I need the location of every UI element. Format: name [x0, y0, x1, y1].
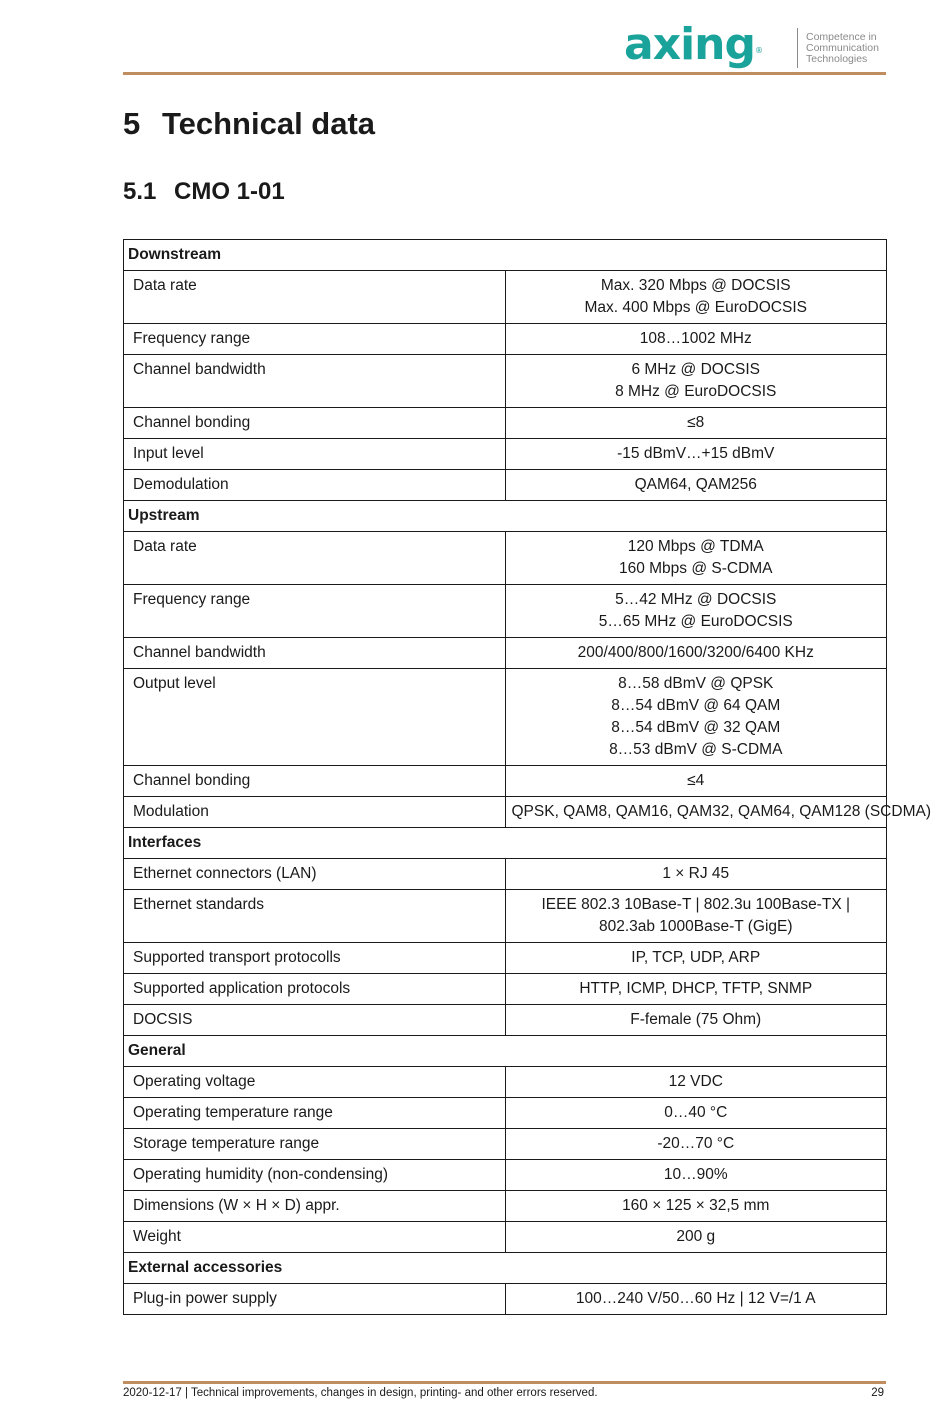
table-row — [124, 638, 887, 669]
value-line: IP, TCP, UDP, ARP — [631, 949, 761, 966]
value-line: Max. 400 Mbps @ EuroDOCSIS — [584, 299, 807, 316]
section-header-row — [124, 1253, 887, 1284]
section-title: Upstream — [124, 501, 887, 532]
header-rule — [123, 72, 886, 75]
value-line: 1 × RJ 45 — [662, 865, 730, 882]
parameter-cell: Data rate — [124, 532, 506, 585]
value-line: Max. 320 Mbps @ DOCSIS — [600, 277, 791, 294]
value-cell — [505, 1160, 887, 1191]
value-cell — [505, 974, 887, 1005]
parameter-cell: Channel bonding — [124, 766, 506, 797]
table-row — [124, 1191, 887, 1222]
value-cell — [505, 797, 931, 828]
value-cell — [505, 890, 887, 943]
value-line: IEEE 802.3 10Base-T | 802.3u 100Base-TX | 802.3ab 1000Base-T (GigE) — [541, 896, 850, 935]
value-cell — [505, 271, 887, 324]
footer-disclaimer: 2020-12-17 | Technical improvements, changes in design, printing- and other errors reserved. — [123, 1387, 598, 1399]
table-row — [124, 532, 887, 585]
value-cell — [505, 1191, 887, 1222]
table-row — [124, 470, 887, 501]
value-line: 12 VDC — [668, 1073, 723, 1090]
parameter-cell: Ethernet connectors (LAN) — [124, 859, 506, 890]
value-cell — [505, 355, 887, 408]
value-line: 108…1002 MHz — [639, 330, 752, 347]
table-row — [124, 943, 887, 974]
value-line: QPSK, QAM8, QAM16, QAM32, QAM64, QAM128 (SCDMA) — [511, 803, 931, 820]
value-line: 0…40 °C — [664, 1104, 728, 1121]
parameter-cell: Supported transport protocolls — [124, 943, 506, 974]
table-row — [124, 859, 887, 890]
parameter-cell: Storage temperature range — [124, 1129, 506, 1160]
table-row — [124, 1098, 887, 1129]
value-line: 6 MHz @ DOCSIS — [631, 361, 761, 378]
parameter-cell: Channel bonding — [124, 408, 506, 439]
section-title: Interfaces — [124, 828, 887, 859]
table-row — [124, 669, 887, 766]
parameter-cell: Operating temperature range — [124, 1098, 506, 1129]
value-cell — [505, 638, 887, 669]
value-line: 120 Mbps @ TDMA — [627, 538, 764, 555]
value-line: 5…65 MHz @ EuroDOCSIS — [598, 613, 793, 630]
value-line: 10…90% — [663, 1166, 728, 1183]
parameter-cell: Operating humidity (non-condensing) — [124, 1160, 506, 1191]
value-line: 160 Mbps @ S-CDMA — [618, 560, 773, 577]
value-line: ≤8 — [687, 414, 705, 431]
value-line: 100…240 V/50…60 Hz | 12 V=/1 A — [575, 1290, 816, 1307]
table-row — [124, 585, 887, 638]
parameter-cell: DOCSIS — [124, 1005, 506, 1036]
value-line: 8…54 dBmV @ 32 QAM — [611, 719, 781, 736]
parameter-cell: Operating voltage — [124, 1067, 506, 1098]
section-header-row — [124, 240, 887, 271]
section-header-row — [124, 1036, 887, 1067]
parameter-cell: Frequency range — [124, 585, 506, 638]
value-cell — [505, 470, 887, 501]
parameter-cell: Dimensions (W × H × D) appr. — [124, 1191, 506, 1222]
value-cell — [505, 943, 887, 974]
parameter-cell: Modulation — [124, 797, 506, 828]
technical-data-table — [123, 239, 931, 1315]
section-header-row — [124, 828, 887, 859]
table-row — [124, 439, 887, 470]
parameter-cell: Input level — [124, 439, 506, 470]
parameter-cell: Ethernet standards — [124, 890, 506, 943]
table-row — [124, 890, 887, 943]
value-cell — [505, 532, 887, 585]
logo-tagline: Competence in Communication Technologies — [806, 31, 879, 65]
value-cell — [505, 585, 887, 638]
table-row — [124, 766, 887, 797]
table-row — [124, 324, 887, 355]
table-row — [124, 1284, 887, 1315]
value-cell — [505, 766, 887, 797]
value-cell — [505, 1005, 887, 1036]
value-line: -20…70 °C — [657, 1135, 735, 1152]
value-cell — [505, 324, 887, 355]
chapter-heading — [123, 106, 375, 142]
table-row — [124, 355, 887, 408]
footer-rule — [123, 1381, 886, 1384]
page-number: 29 — [871, 1387, 884, 1399]
value-line: 200/400/800/1600/3200/6400 KHz — [577, 644, 814, 661]
chapter-number: 5 — [123, 106, 141, 141]
table-row — [124, 974, 887, 1005]
value-cell — [505, 1284, 887, 1315]
value-cell — [505, 1222, 887, 1253]
parameter-cell: Demodulation — [124, 470, 506, 501]
parameter-cell: Channel bandwidth — [124, 355, 506, 408]
parameter-cell: Output level — [124, 669, 506, 766]
section-title: External accessories — [124, 1253, 887, 1284]
logo-separator — [797, 28, 798, 68]
section-title: General — [124, 1036, 887, 1067]
value-line: 200 g — [676, 1228, 716, 1245]
value-line: HTTP, ICMP, DHCP, TFTP, SNMP — [579, 980, 813, 997]
table-row — [124, 408, 887, 439]
value-line: 8…58 dBmV @ QPSK — [618, 675, 774, 692]
table-row — [124, 1160, 887, 1191]
table-row — [124, 797, 887, 828]
logo-wordmark: axing® — [624, 19, 762, 70]
value-line: 8…54 dBmV @ 64 QAM — [611, 697, 781, 714]
value-line: 5…42 MHz @ DOCSIS — [615, 591, 777, 608]
parameter-cell: Channel bandwidth — [124, 638, 506, 669]
value-cell — [505, 1067, 887, 1098]
parameter-cell: Plug-in power supply — [124, 1284, 506, 1315]
table-row — [124, 1067, 887, 1098]
section-heading — [123, 178, 285, 206]
parameter-cell: Weight — [124, 1222, 506, 1253]
value-cell — [505, 439, 887, 470]
value-line: F-female (75 Ohm) — [630, 1011, 762, 1028]
axing-logo — [624, 19, 886, 70]
value-cell — [505, 408, 887, 439]
value-line: 8…53 dBmV @ S-CDMA — [609, 741, 783, 758]
value-cell — [505, 1129, 887, 1160]
chapter-title: Technical data — [162, 106, 376, 141]
value-line: 160 × 125 × 32,5 mm — [622, 1197, 770, 1214]
section-number: 5.1 — [123, 178, 157, 205]
parameter-cell: Data rate — [124, 271, 506, 324]
value-line: QAM64, QAM256 — [634, 476, 757, 493]
value-line: 8 MHz @ EuroDOCSIS — [615, 383, 777, 400]
parameter-cell: Supported application protocols — [124, 974, 506, 1005]
section-header-row — [124, 501, 887, 532]
parameter-cell: Frequency range — [124, 324, 506, 355]
table-row — [124, 271, 887, 324]
value-line: ≤4 — [687, 772, 705, 789]
table-row — [124, 1129, 887, 1160]
section-title: Downstream — [124, 240, 887, 271]
value-line: -15 dBmV…+15 dBmV — [617, 445, 775, 462]
section-title: CMO 1-01 — [174, 178, 285, 205]
value-cell — [505, 1098, 887, 1129]
value-cell — [505, 859, 887, 890]
table-row — [124, 1005, 887, 1036]
value-cell — [505, 669, 887, 766]
table-row — [124, 1222, 887, 1253]
